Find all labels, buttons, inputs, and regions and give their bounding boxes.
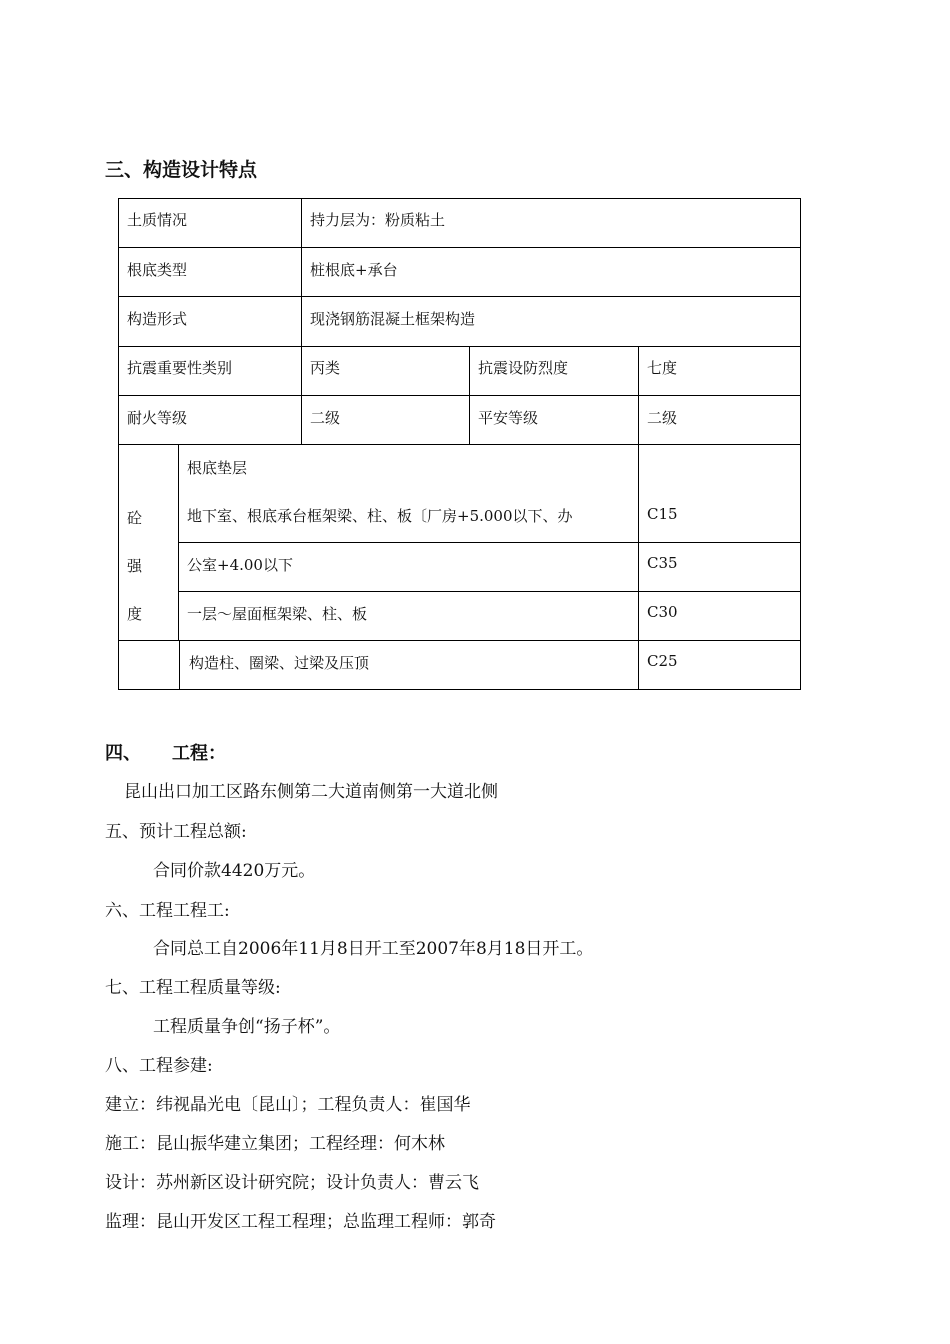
table-rule bbox=[178, 542, 801, 543]
seismic-intensity-value: 七度 bbox=[647, 359, 678, 377]
participant-line: 建立：纬视晶光电〔昆山〕；工程负责人：崔国华 bbox=[105, 1095, 471, 1115]
fire-value: 二级 bbox=[310, 409, 341, 427]
concrete-grade: C15 bbox=[647, 505, 678, 523]
structure-label: 构造形式 bbox=[127, 310, 188, 328]
contract-duration: 合同总工自2006年11月8日开工至2007年8月18日开工。 bbox=[153, 939, 594, 959]
section6-heading: 六、工程工程工: bbox=[105, 901, 230, 921]
foundation-value: 桩根底+承台 bbox=[310, 261, 398, 279]
table-rule bbox=[800, 198, 801, 690]
table-rule bbox=[178, 444, 179, 640]
safety-value: 二级 bbox=[647, 409, 678, 427]
table-rule bbox=[118, 198, 119, 690]
table-rule bbox=[469, 346, 470, 445]
concrete-grade: C25 bbox=[647, 652, 678, 670]
section4-number: 四、 bbox=[105, 743, 141, 764]
table-rule bbox=[301, 198, 302, 445]
structure-value: 现浇钢筋混凝土框架构造 bbox=[310, 310, 476, 328]
soil-value: 持力层为：粉质粘土 bbox=[310, 211, 446, 229]
table-rule bbox=[178, 591, 801, 592]
table-rule bbox=[118, 346, 801, 347]
quality-goal: 工程质量争创“扬子杯”。 bbox=[153, 1017, 341, 1037]
contract-price: 合同价款4420万元。 bbox=[153, 861, 316, 881]
concrete-grade: C30 bbox=[647, 603, 678, 621]
foundation-label: 根底类型 bbox=[127, 261, 188, 279]
seismic-category-value: 丙类 bbox=[310, 359, 341, 377]
concrete-item: 构造柱、圈梁、过梁及压顶 bbox=[189, 654, 370, 672]
table-rule bbox=[118, 395, 801, 396]
concrete-item: 根底垫层 bbox=[187, 459, 248, 477]
concrete-item: 公室+4.00以下 bbox=[187, 556, 293, 574]
section8-heading: 八、工程参建: bbox=[105, 1056, 213, 1076]
safety-label: 平安等级 bbox=[478, 409, 539, 427]
section3-heading: 三、构造设计特点 bbox=[105, 159, 258, 181]
concrete-label-char: 强 bbox=[127, 557, 143, 575]
concrete-item: 地下室、根底承台框架梁、柱、板〔厂房+5.000以下、办 bbox=[187, 507, 573, 525]
table-rule bbox=[118, 247, 801, 248]
fire-label: 耐火等级 bbox=[127, 409, 188, 427]
seismic-intensity-label: 抗震设防烈度 bbox=[478, 359, 569, 377]
participant-line: 监理：昆山开发区工程工程理；总监理工程师：郭奇 bbox=[105, 1212, 496, 1232]
concrete-grade: C35 bbox=[647, 554, 678, 572]
seismic-category-label: 抗震重要性类别 bbox=[127, 359, 233, 377]
section7-heading: 七、工程工程质量等级: bbox=[105, 978, 281, 998]
table-rule bbox=[179, 640, 180, 690]
concrete-label-char: 度 bbox=[127, 605, 143, 623]
table-rule bbox=[118, 296, 801, 297]
concrete-label-char: 砼 bbox=[127, 509, 143, 527]
table-rule bbox=[118, 444, 801, 445]
project-location: 昆山出口加工区路东侧第二大道南侧第一大道北侧 bbox=[124, 782, 498, 802]
section4-heading: 工程： bbox=[172, 743, 226, 764]
table-rule bbox=[118, 640, 801, 641]
participant-line: 施工：昆山振华建立集团；工程经理：何木林 bbox=[105, 1134, 445, 1154]
concrete-item: 一层～屋面框架梁、柱、板 bbox=[187, 605, 368, 623]
table-rule bbox=[118, 198, 801, 199]
participant-line: 设计：苏州新区设计研究院；设计负责人：曹云飞 bbox=[105, 1173, 479, 1193]
soil-label: 土质情况 bbox=[127, 211, 188, 229]
table-rule bbox=[118, 689, 801, 690]
section5-heading: 五、预计工程总额: bbox=[105, 822, 247, 842]
table-rule bbox=[638, 346, 639, 690]
